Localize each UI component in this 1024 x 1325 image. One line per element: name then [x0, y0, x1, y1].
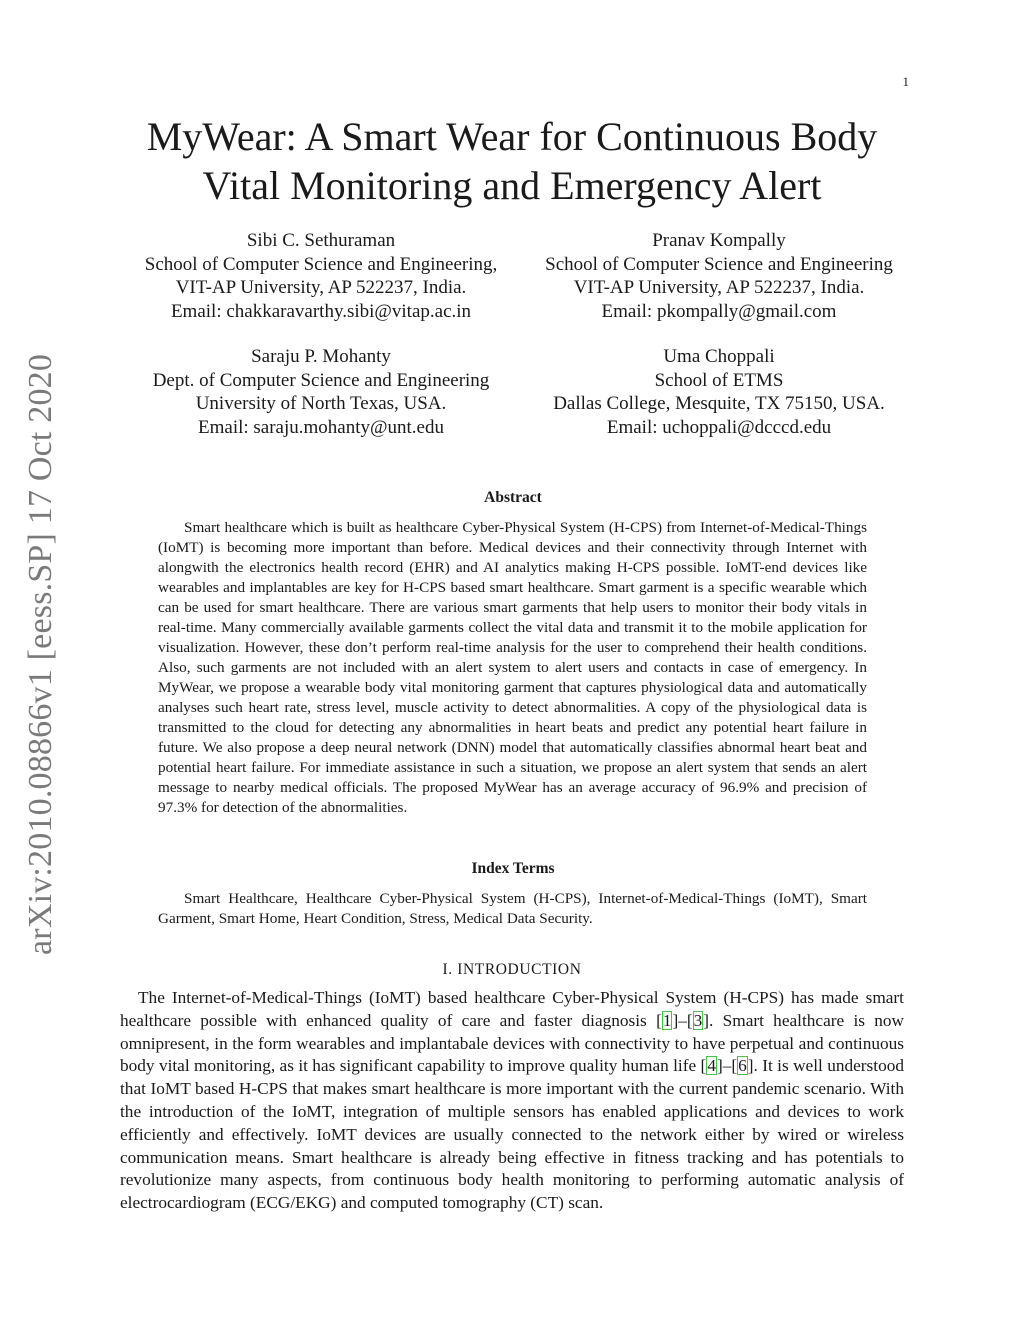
- intro-text: . Smart healthcare is now omnipresent, in the form wearables and implantabale devices with connectivity to have perpetual and continuous body vital monitoring, as it has significant capability to improve quality human life: [120, 1010, 904, 1076]
- author-name: Pranav Kompally: [652, 230, 786, 251]
- section-title-rest: NTRODUCTION: [462, 961, 582, 978]
- citation-link[interactable]: 4: [707, 1056, 716, 1076]
- author-location: VIT-AP University, AP 522237, India.: [175, 277, 467, 298]
- citation-link[interactable]: 6: [738, 1056, 747, 1076]
- citation-link[interactable]: 3: [693, 1010, 703, 1030]
- arxiv-identifier: arXiv:2010.08866v1 [eess.SP] 17 Oct 2020: [22, 353, 59, 955]
- author-name: Uma Choppali: [663, 346, 775, 367]
- author-email: Email: uchoppali@dcccd.edu: [606, 416, 832, 438]
- author-email: Email: pkompally@gmail.com: [601, 300, 837, 322]
- page-number: 1: [902, 74, 909, 89]
- section-title-initial: I: [457, 961, 463, 978]
- introduction-paragraph: The Internet-of-Medical-Things (IoMT) based healthcare Cyber-Physical System (H-CPS) has made smart healthcare possible with enhanced quality of care and faster diagnosis [1]–[3]. Smart healthcare is now omnipresent, in the form wearables and implantabale devices with connectivity to have perpetual and continuous body vital monitoring, as it has significant capability to improve quality human life [4]–[6]. It is well understood that IoMT based H-CPS that makes smart healthcare is more important with the current pandemic scenario. With the introduction of the IoMT, integration of multiple sensors has enabled applications and devices to work efficiently and effectively. IoMT devices are usually connected to the network either by wired or wireless communication means. Smart healthcare is already being effective in fitness tracking and has potentials to revolutionize many aspects, from continuous body health monitoring to performing automatic analysis of electrocardiogram (ECG/EKG) and computed tomography (CT) scan.: [120, 988, 904, 1213]
- author-email: Email: saraju.mohanty@unt.edu: [198, 416, 444, 438]
- author-name: Sibi C. Sethuraman: [246, 230, 396, 251]
- author-location: Dallas College, Mesquite, TX 75150, USA.: [553, 393, 885, 414]
- section-heading: [120, 961, 904, 979]
- author-affiliation: School of Computer Science and Engineering,: [144, 253, 498, 275]
- author-block: [509, 345, 929, 439]
- citation-link[interactable]: 1: [662, 1010, 672, 1030]
- title-line-2: Vital Monitoring and Emergency Alert: [202, 163, 822, 208]
- paper-title: [120, 112, 904, 210]
- author-name: Saraju P. Mohanty: [251, 346, 391, 367]
- author-affiliation: School of Computer Science and Engineering: [545, 253, 893, 275]
- index-terms-heading: Index Terms: [471, 860, 555, 877]
- section-number: I.: [442, 961, 453, 978]
- index-terms-text: Smart Healthcare, Healthcare Cyber-Physical System (H-CPS), Internet-of-Medical-Things (IoMT), Smart Garment, Smart Home, Heart Condition, Stress, Medical Data Security.: [158, 890, 867, 927]
- author-email: Email: chakkaravarthy.sibi@vitap.ac.in: [170, 300, 472, 322]
- author-location: University of North Texas, USA.: [195, 393, 447, 414]
- author-affiliation: School of ETMS: [654, 369, 784, 391]
- abstract-text: Smart healthcare which is built as healthcare Cyber-Physical System (H-CPS) from Internet-of-Medical-Things (IoMT) is becoming more important than before. Medical devices and their connectivity through Internet with alongwith the electronics health record (EHR) and AI analytics making H-CPS possible. IoMT-end devices like wearables and implantables are key for H-CPS based smart healthcare. Smart garment is a specific wearable which can be used for smart healthcare. There are various smart garments that help users to monitor their body vitals in real-time. Many commercially available garments collect the vital data and transmit it to the mobile application for visualization. However, these don’t perform real-time analysis for the user to comprehend their health conditions. Also, such garments are not included with an alert system to alert users and contacts in case of emergency. In MyWear, we propose a wearable body vital monitoring garment that captures physiological data and automatically analyses such heart rate, stress level, muscle activity to detect abnormalities. A copy of the physiological data is transmitted to the cloud for detecting any abnormalities in heart beats and predict any potential heart failure in future. We also propose a deep neural network (DNN) model that automatically classifies abnormal heart beat and potential heart failure. For immediate assistance in such a situation, we propose an alert system that sends an alert message to nearby medical officials. The proposed MyWear has an average accuracy of 96.9% and precision of 97.3% for detection of the abnormalities.: [158, 519, 867, 816]
- author-block: [509, 229, 929, 323]
- abstract-heading: Abstract: [484, 489, 542, 506]
- citation-dash: –: [678, 1010, 687, 1030]
- intro-text: . It is well understood that IoMT based H-CPS that makes smart healthcare is more important with the current pandemic scenario. With the introduction of the IoMT, integration of multiple sensors has enabled applications and devices to work efficiently and effectively. IoMT devices are usually connected to the network either by wired or wireless communication means. Smart healthcare is already being effective in fitness tracking and has potentials to revolutionize many aspects, from continuous body health monitoring to performing automatic analysis of electrocardiogram (ECG/EKG) and computed tomography (CT) scan.: [120, 1056, 904, 1213]
- author-location: VIT-AP University, AP 522237, India.: [573, 277, 865, 298]
- title-line-1: MyWear: A Smart Wear for Continuous Body: [146, 114, 878, 159]
- author-affiliation: Dept. of Computer Science and Engineering: [152, 369, 490, 391]
- author-block: [111, 345, 531, 439]
- intro-text: The Internet-of-Medical-Things (IoMT) based healthcare Cyber-Physical System (H-CPS) has made smart healthcare possible with enhanced quality of care and faster diagnosis: [120, 988, 904, 1030]
- author-block: [111, 229, 531, 323]
- citation-dash: –: [722, 1056, 732, 1076]
